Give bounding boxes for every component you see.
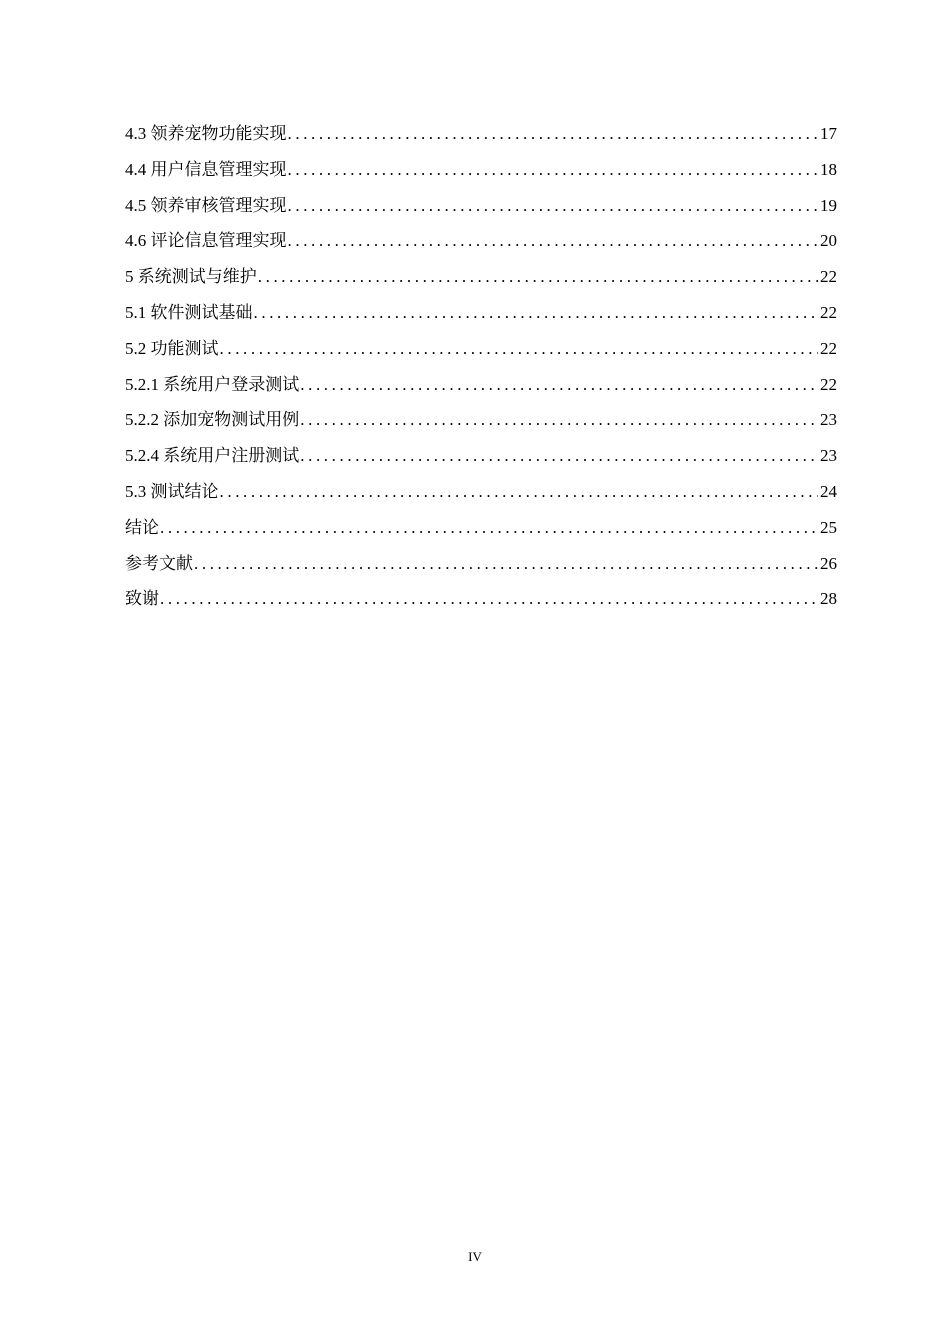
toc-entry-title: 结论 — [125, 517, 159, 537]
toc-dot-leader — [220, 474, 819, 510]
toc-entry-page: 22 — [820, 302, 837, 322]
toc-dot-leader — [258, 259, 818, 295]
toc-entry-title: 4.5 领养审核管理实现 — [125, 195, 287, 215]
toc-entry-title: 5.2.4 系统用户注册测试 — [125, 446, 300, 466]
toc-entry-page: 17 — [820, 124, 837, 143]
toc-dot-leader — [300, 367, 818, 403]
toc-dot-leader — [300, 438, 818, 474]
toc-entry[interactable] — [125, 223, 837, 259]
toc-entry-title: 5.3 测试结论 — [125, 481, 219, 501]
toc-entry-title: 5 系统测试与维护 — [125, 267, 257, 287]
toc-entry-title: 5.2.2 添加宠物测试用例 — [125, 410, 300, 430]
toc-entry-page: 28 — [820, 589, 837, 609]
toc-entry-page: 24 — [820, 481, 837, 501]
toc-entry-page: 23 — [820, 410, 837, 430]
toc-entry-page: 26 — [820, 553, 837, 573]
table-of-contents — [125, 116, 837, 617]
page-number: IV — [468, 1249, 482, 1264]
toc-dot-leader — [288, 152, 819, 188]
toc-entry-title: 5.1 软件测试基础 — [125, 302, 253, 322]
toc-entry-page: 22 — [820, 267, 837, 287]
toc-entry-page: 25 — [820, 517, 837, 537]
toc-entry-page: 22 — [820, 374, 837, 394]
toc-entry[interactable] — [125, 474, 837, 510]
toc-dot-leader — [160, 581, 818, 617]
toc-entry-title: 5.2 功能测试 — [125, 338, 219, 358]
toc-entry[interactable] — [125, 438, 837, 474]
toc-dot-leader — [300, 402, 818, 438]
toc-dot-leader — [288, 223, 819, 259]
toc-dot-leader — [220, 331, 819, 367]
toc-entry[interactable] — [125, 331, 837, 367]
toc-entry[interactable] — [125, 367, 837, 403]
toc-dot-leader — [288, 116, 819, 152]
toc-entry-page: 18 — [820, 159, 837, 179]
toc-entry[interactable] — [125, 152, 837, 188]
toc-entry-title: 4.6 评论信息管理实现 — [125, 231, 287, 251]
toc-dot-leader — [194, 546, 818, 582]
toc-entry-page: 22 — [820, 338, 837, 358]
toc-entry-title: 5.2.1 系统用户登录测试 — [125, 374, 300, 394]
toc-entry-page: 20 — [820, 231, 837, 251]
toc-entry[interactable] — [125, 510, 837, 546]
toc-entry[interactable] — [125, 116, 837, 152]
toc-dot-leader — [160, 510, 818, 546]
toc-entry-page: 23 — [820, 446, 837, 466]
toc-dot-leader — [254, 295, 819, 331]
toc-dot-leader — [288, 188, 819, 224]
toc-entry-page: 19 — [820, 195, 837, 215]
toc-entry[interactable] — [125, 402, 837, 438]
toc-entry[interactable] — [125, 546, 837, 582]
toc-entry[interactable] — [125, 581, 837, 617]
toc-entry-title: 致谢 — [125, 589, 159, 609]
toc-entry[interactable] — [125, 188, 837, 224]
toc-entry[interactable] — [125, 259, 837, 295]
toc-entry-title: 参考文献 — [125, 553, 193, 573]
toc-entry-title: 4.3 领养宠物功能实现 — [125, 124, 287, 143]
toc-entry-title: 4.4 用户信息管理实现 — [125, 159, 287, 179]
toc-entry[interactable] — [125, 295, 837, 331]
